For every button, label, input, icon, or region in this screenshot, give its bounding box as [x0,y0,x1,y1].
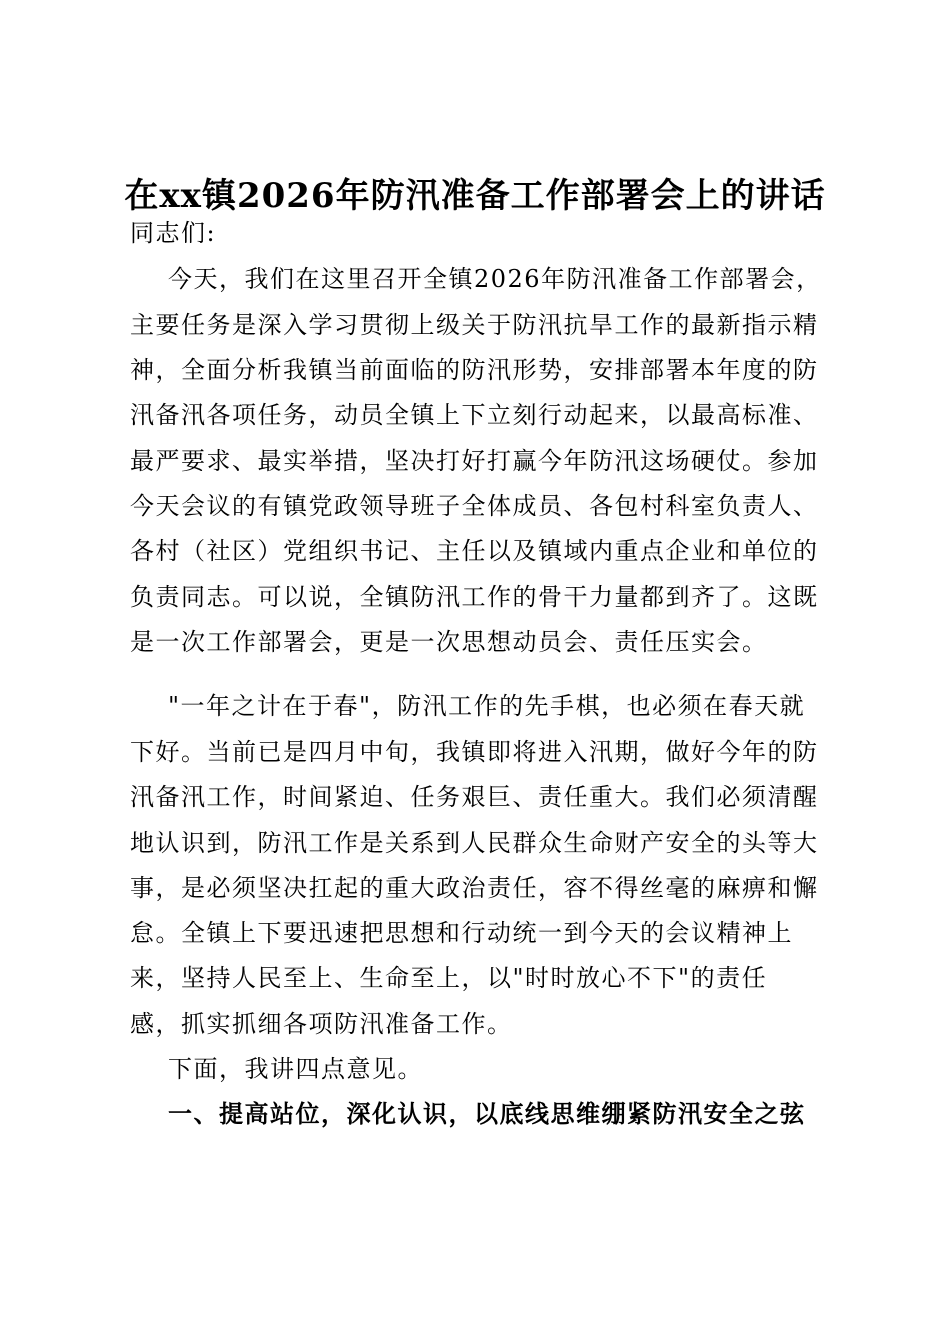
paragraph-line: 来，坚持人民至上、生命至上，以"时时放心不下"的责任 [130,964,768,992]
paragraph-line: 主要任务是深入学习贯彻上级关于防汛抗旱工作的最新指示精 [130,311,819,339]
paragraph-line: 负责同志。可以说，全镇防汛工作的骨干力量都到齐了。这既 [130,583,819,611]
section-heading: 一、提高站位，深化认识，以底线思维绷紧防汛安全之弦 [168,1099,806,1128]
paragraph-line: 今天，我们在这里召开全镇2026年防汛准备工作部署会， [168,265,822,293]
paragraph-line: 今天会议的有镇党政领导班子全体成员、各包村科室负责人、 [130,492,819,520]
paragraph-line: 最严要求、最实举措，坚决打好打赢今年防汛这场硬仗。参加 [130,447,819,475]
paragraph-line: 地认识到，防汛工作是关系到人民群众生命财产安全的头等大 [130,829,819,857]
paragraph-line: 汛备汛工作，时间紧迫、任务艰巨、责任重大。我们必须清醒 [130,783,819,811]
paragraph-line: 神，全面分析我镇当前面临的防汛形势，安排部署本年度的防 [130,356,819,384]
paragraph-line: 各村（社区）党组织书记、主任以及镇域内重点企业和单位的 [130,537,819,565]
document-title: 在xx镇2026年防汛准备工作部署会上的讲话 [124,176,826,216]
paragraph-line: 怠。全镇上下要迅速把思想和行动统一到今天的会议精神上 [130,919,793,947]
salutation: 同志们: [130,219,217,247]
paragraph-line: 下面，我讲四点意见。 [168,1055,423,1083]
paragraph-line: 汛备汛各项任务，动员全镇上下立刻行动起来，以最高标准、 [130,401,819,429]
paragraph-line: 下好。当前已是四月中旬，我镇即将进入汛期，做好今年的防 [130,738,819,766]
paragraph-line: 事，是必须坚决扛起的重大政治责任，容不得丝毫的麻痹和懈 [130,874,819,902]
paragraph-line: 是一次工作部署会，更是一次思想动员会、责任压实会。 [130,628,768,656]
paragraph-line: 感，抓实抓细各项防汛准备工作。 [130,1010,513,1038]
paragraph-line: "一年之计在于春"，防汛工作的先手棋，也必须在春天就 [168,692,806,720]
